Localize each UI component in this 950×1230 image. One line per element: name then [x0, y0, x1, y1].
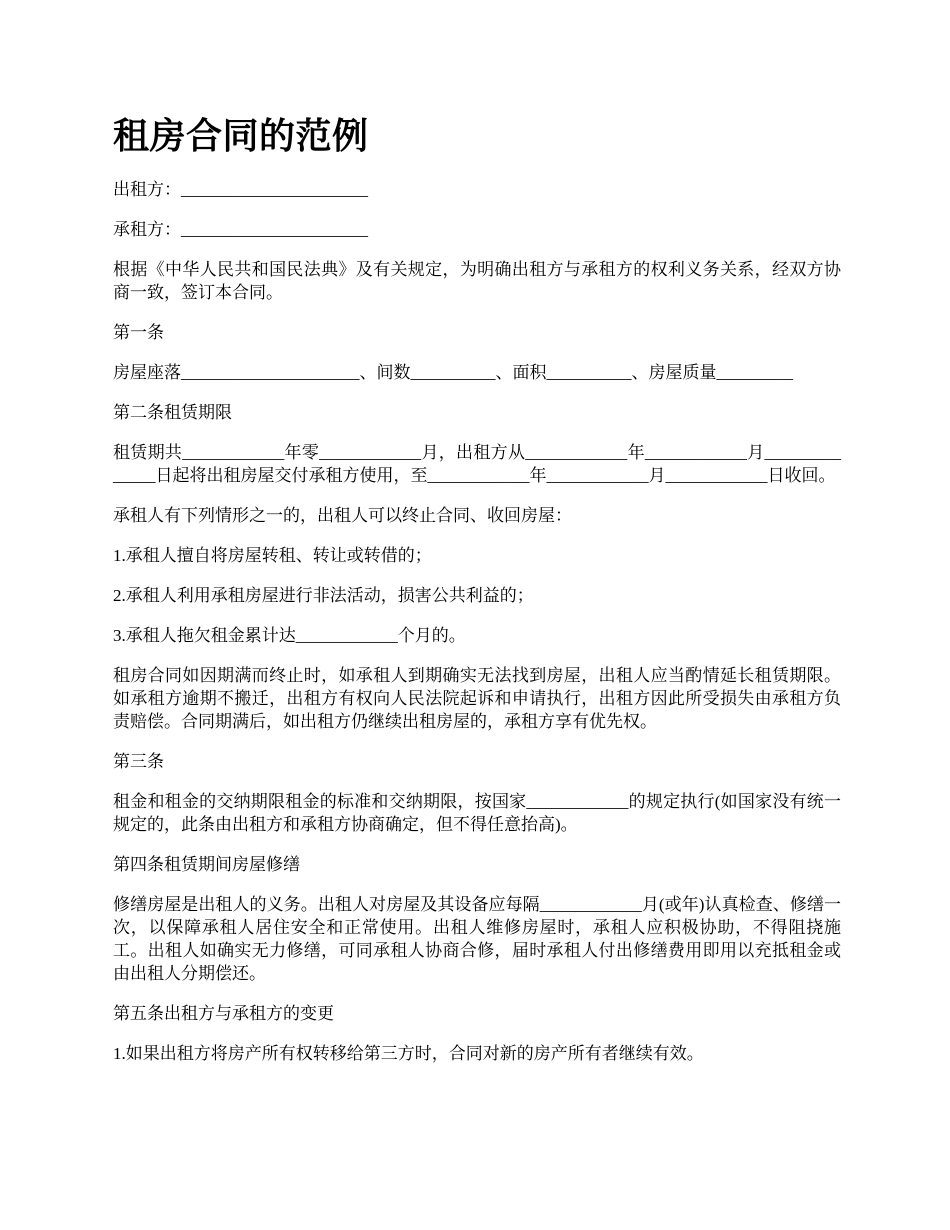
document-page	[113, 110, 841, 1082]
article-1-body: 房屋座落_____________________、间数__________、面积__________、房屋质量_________	[113, 363, 793, 382]
lessee-line: 承租方：______________________	[113, 220, 368, 239]
preamble-paragraph: 根据《中华人民共和国民法典》及有关规定，为明确出租方与承租方的权利义务关系，经双方协商一致，签订本合同。	[113, 260, 841, 302]
expiry-paragraph: 租房合同如因期满而终止时，如承租人到期确实无法找到房屋，出租人应当酌情延长租赁期限。如承租方逾期不搬迁，出租方有权向人民法院起诉和申请执行，出租方因此所受损失由承租方负责赔偿。合同期满后，如出租方仍继续出租房屋的，承租方享有优先权。	[113, 666, 841, 731]
termination-item-3: 3.承租人拖欠租金累计达____________个月的。	[113, 626, 466, 645]
article-4-heading: 第四条租赁期间房屋修缮	[113, 855, 300, 874]
article-5-heading: 第五条出租方与承租方的变更	[113, 1004, 334, 1023]
termination-item-2: 2.承租人利用承租房屋进行非法活动，损害公共利益的；	[113, 586, 534, 605]
document-title: 租房合同的范例	[113, 116, 369, 156]
article-3-heading: 第三条	[113, 752, 164, 771]
article-2-body: 租赁期共____________年零____________月，出租方从____________年____________月______________日起将出租房屋交付承租方使用，至____________年____________月____________日收回。	[113, 443, 841, 485]
article-5-item-1: 1.如果出租方将房产所有权转移给第三方时，合同对新的房产所有者继续有效。	[113, 1044, 704, 1063]
termination-intro: 承租人有下列情形之一的，出租人可以终止合同、收回房屋：	[113, 506, 572, 525]
lessor-line: 出租方：______________________	[113, 180, 368, 199]
article-2-heading: 第二条租赁期限	[113, 403, 232, 422]
termination-item-1: 1.承租人擅自将房屋转租、转让或转借的；	[113, 546, 432, 565]
article-1-heading: 第一条	[113, 323, 164, 342]
article-4-body: 修缮房屋是出租人的义务。出租人对房屋及其设备应每隔____________月(或年)认真检查、修缮一次，以保障承租人居住安全和正常使用。出租人维修房屋时，承租人应积极协助，不得阻挠施工。出租人如确实无力修缮，可同承租人协商合修，届时承租人付出修缮费用即用以充抵租金或由出租人分期偿还。	[113, 895, 841, 983]
article-3-body: 租金和租金的交纳期限租金的标准和交纳期限，按国家____________的规定执行(如国家没有统一规定的，此条由出租方和承租方协商确定，但不得任意抬高)。	[113, 792, 841, 834]
